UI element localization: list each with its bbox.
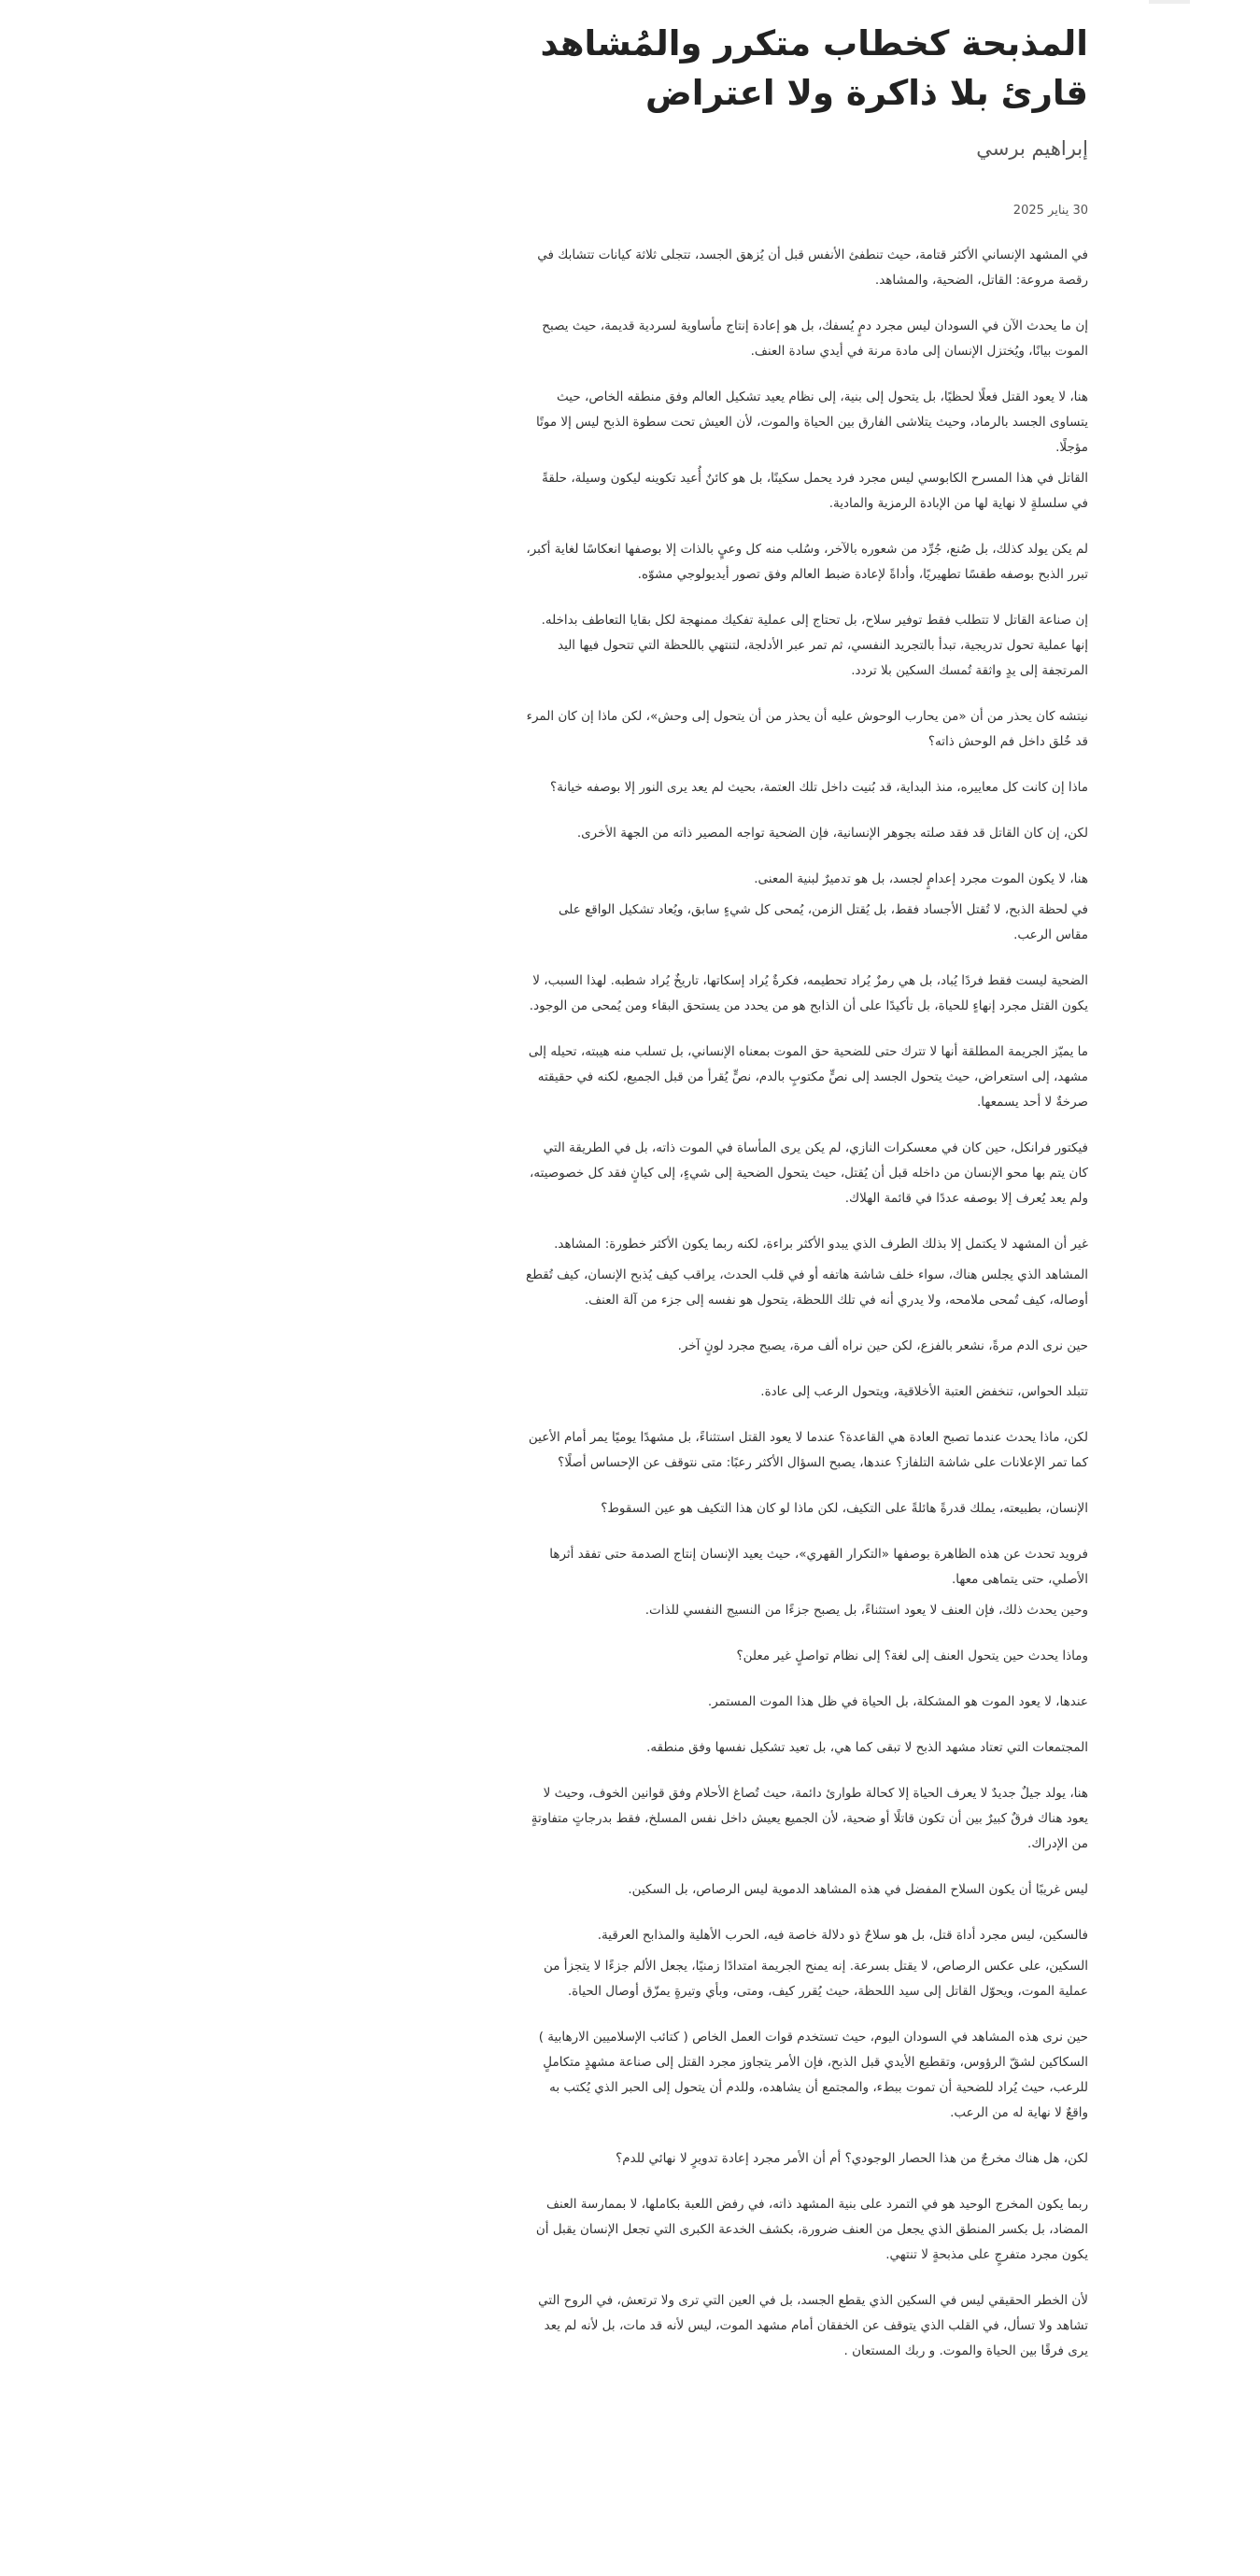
paragraph: حين نرى الدم مرةً، نشعر بالفزع، لكن حين نراه ألف مرة، يصبح مجرد لونٍ آخر. xyxy=(677,1338,1088,1353)
paragraph: هنا، لا يكون الموت مجرد إعدامٍ لجسد، بل هو تدميرٌ لبنية المعنى. xyxy=(754,871,1088,886)
author-name[interactable]: إبراهيم برسي xyxy=(976,137,1088,160)
paragraph: إن ما يحدث الآن في السودان ليس مجرد دمٍ يُسفك، بل هو إعادة إنتاج مأساوية لسردية قديمة، حيث يصبح الموت بيانًا، ويُختزل الإنسان إلى مادة مرنة في أيدي سادة العنف. xyxy=(542,318,1088,359)
paragraph: تتبلد الحواس، تنخفض العتبة الأخلاقية، ويتحول الرعب إلى عادة. xyxy=(760,1384,1088,1399)
paragraph: الإنسان، بطبيعته، يملك قدرةً هائلةً على التكيف، لكن ماذا لو كان هذا التكيف هو عين السقوط؟ xyxy=(601,1501,1088,1516)
paragraph: المشاهد الذي يجلس هناك، سواء خلف شاشة هاتفه أو في قلب الحدث، يراقب كيف يُذبح الإنسان، كيف تُقطع أوصاله، كيف تُمحى ملامحه، ولا يدري أنه في تلك اللحظة، يتحول هو نفسه إلى جزء من آلة العنف. xyxy=(526,1267,1088,1308)
paragraph: فرويد تحدث عن هذه الظاهرة بوصفها «التكرار القهري»، حيث يعيد الإنسان إنتاج الصدمة حتى تفقد أثرها الأصلي، حتى يتماهى معها. xyxy=(549,1547,1088,1587)
paragraph: لأن الخطر الحقيقي ليس في السكين الذي يقطع الجسد، بل في العين التي ترى ولا ترتعش، في الروح التي تشاهد ولا تسأل، في القلب الذي يتوقف عن الخفقان أمام مشهد الموت، ليس لأنه قد مات، بل لأنه لم يعد يرى فرقًا بين الحياة والموت. و ربك المستعان . xyxy=(538,2293,1088,2358)
paragraph: لكن، إن كان القاتل قد فقد صلته بجوهر الإنسانية، فإن الضحية تواجه المصير ذاته من الجهة الأخرى. xyxy=(576,826,1088,841)
article xyxy=(523,19,1088,2385)
paragraph: فالسكين، ليس مجرد أداة قتل، بل هو سلاحٌ ذو دلالة خاصة فيه، الحرب الأهلية والمذابح العرقية. xyxy=(597,1928,1088,1943)
publish-date: 30 يناير 2025 xyxy=(1012,204,1088,218)
article-title: المذبحة كخطاب متكرر والمُشاهد قارئ بلا ذاكرة ولا اعتراض xyxy=(540,23,1088,113)
paragraph: وحين يحدث ذلك، فإن العنف لا يعود استثناءً، بل يصبح جزءًا من النسيج النفسي للذات. xyxy=(644,1603,1088,1618)
paragraph: وماذا يحدث حين يتحول العنف إلى لغة؟ إلى نظام تواصلٍ غير معلن؟ xyxy=(736,1649,1088,1663)
paragraph: في المشهد الإنساني الأكثر قتامة، حيث تنطفئ الأنفس قبل أن يُزهق الجسد، تتجلى ثلاثة كيانات تتشابك في رقصة مروعة: القاتل، الضحية، والمشاهد. xyxy=(537,248,1088,288)
paragraph: في لحظة الذبح، لا تُقتل الأجساد فقط، بل يُقتل الزمن، يُمحى كل شيءٍ سابق، ويُعاد تشكيل الواقع على مقاس الرعب. xyxy=(559,902,1088,942)
paragraph: الضحية ليست فقط فردًا يُباد، بل هي رمزٌ يُراد تحطيمه، فكرةٌ يُراد إسكاتها، تاريخٌ يُراد شطبه. لهذا السبب، لا يكون القتل مجرد إنهاءٍ للحياة، بل تأكيدًا على أن الذابح هو من يحدد من يستحق البقاء ومن يُمحى من الوجود. xyxy=(529,973,1088,1013)
paragraph: لكن، هل هناك مخرجٌ من هذا الحصار الوجودي؟ أم أن الأمر مجرد إعادة تدويرٍ لا نهائي للدم؟ xyxy=(616,2151,1088,2166)
paragraph: إن صناعة القاتل لا تتطلب فقط توفير سلاح، بل تحتاج إلى عملية تفكيك ممنهجة لكل بقايا التعاطف بداخله. إنها عملية تحول تدريجية، تبدأ بالتجريد النفسي، ثم تمر عبر الأدلجة، لتنتهي باللحظة التي تتحول فيها اليد المرتجفة إلى يدٍ واثقة تُمسك السكين بلا تردد. xyxy=(541,613,1088,678)
paragraph: فيكتور فرانكل، حين كان في معسكرات النازي، لم يكن يرى المأساة في الموت ذاته، بل في الطريقة التي كان يتم بها محو الإنسان من داخله قبل أن يُقتل، حيث يتحول الضحية إلى شيءٍ، إلى كيانٍ فقد كل خصوصيته، ولم يعد يُعرف إلا بوصفه عددًا في قائمة الهلاك. xyxy=(530,1140,1088,1206)
paragraph: هنا، لا يعود القتل فعلًا لحظيًا، بل يتحول إلى بنية، إلى نظام يعيد تشكيل العالم وفق منطقه الخاص، حيث يتساوى الجسد بالرماد، وحيث يتلاشى الفارق بين الحياة والموت، لأن العيش تحت سطوة الذبح ليس إلا موتًا مؤجلًا. xyxy=(536,389,1088,455)
article-body xyxy=(523,243,1088,2364)
paragraph: ماذا إن كانت كل معاييره، منذ البداية، قد بُنيت داخل تلك العتمة، بحيث لم يعد يرى النور إلا بوصفه خيانة؟ xyxy=(550,780,1088,795)
paragraph: ربما يكون المخرج الوحيد هو في التمرد على بنية المشهد ذاته، في رفض اللعبة بكاملها، لا بممارسة العنف المضاد، بل بكسر المنطق الذي يجعل من العنف ضرورة، بكشف الخدعة الكبرى التي تجعل الإنسان يقبل أن يكون مجرد متفرجٍ على مذبحةٍ لا تنتهي. xyxy=(535,2197,1088,2262)
paragraph: هنا، يولد جيلٌ جديدٌ لا يعرف الحياة إلا كحالة طوارئ دائمة، حيث تُصاغ الأحلام وفق قوانين الخوف، وحيث لا يعود هناك فرقٌ كبيرٌ بين أن تكون قاتلًا أو ضحية، لأن الجميع يعيش داخل نفس المسلخ، فقط بدرجاتٍ متفاوتةٍ من الإدراك. xyxy=(531,1786,1088,1851)
paragraph: ليس غريبًا أن يكون السلاح المفضل في هذه المشاهد الدموية ليس الرصاص، بل السكين. xyxy=(628,1882,1088,1897)
paragraph: لكن، ماذا يحدث عندما تصبح العادة هي القاعدة؟ عندما لا يعود القتل استثناءً، بل مشهدًا يوميًا يمر أمام الأعين كما تمر الإعلانات على شاشة التلفاز؟ عندها، يصبح السؤال الأكثر رعبًا: متى نتوقف عن الإحساس أصلًا؟ xyxy=(528,1430,1088,1470)
paragraph: القاتل في هذا المسرح الكابوسي ليس مجرد فرد يحمل سكينًا، بل هو كائنٌ أُعيد تكوينه ليكون وسيلة، حلقةً في سلسلةٍ لا نهاية لها من الإبادة الرمزية والمادية. xyxy=(542,471,1088,511)
paragraph: ما يميّز الجريمة المطلقة أنها لا تترك حتى للضحية حق الموت بمعناه الإنساني، بل تسلب منه هيبته، تحيله إلى مشهد، إلى استعراض، حيث يتحول الجسد إلى نصٍّ مكتوبٍ بالدم، نصٍّ يُقرأ من قبل الجميع، لكنه في حقيقته صرخةٌ لا أحد يسمعها. xyxy=(528,1044,1088,1110)
top-tab-indicator xyxy=(1149,0,1190,4)
paragraph: عندها، لا يعود الموت هو المشكلة، بل الحياة في ظل هذا الموت المستمر. xyxy=(707,1694,1088,1709)
paragraph: السكين، على عكس الرصاص، لا يقتل بسرعة. إنه يمنح الجريمة امتدادًا زمنيًا، يجعل الألم جزءًا لا يتجزأ من عملية الموت، ويحوّل القاتل إلى سيد اللحظة، حيث يُقرر كيف، ومتى، وبأي وتيرةٍ يمزّق أوصال الحياة. xyxy=(543,1959,1088,1999)
paragraph: لم يكن يولد كذلك، بل صُنع، جُرِّد من شعوره بالآخر، وسُلب منه كل وعيٍ بالذات إلا بوصفها انعكاسًا لغاية أكبر، تبرر الذبح بوصفه طقسًا تطهيريًا، وأداةً لإعادة ضبط العالم وفق تصور أيديولوجي مشوّه. xyxy=(526,542,1088,582)
paragraph: غير أن المشهد لا يكتمل إلا بذلك الطرف الذي يبدو الأكثر براءة، لكنه ربما يكون الأكثر خطورة: المشاهد. xyxy=(554,1237,1088,1252)
paragraph: حين نرى هذه المشاهد في السودان اليوم، حيث تستخدم قوات العمل الخاص ( كتائب الإسلاميين الارهابية ) السكاكين لشقّ الرؤوس، وتقطيع الأيدي قبل الذبح، فإن الأمر يتجاوز مجرد القتل إلى صناعة مشهدٍ متكاملٍ للرعب، حيث يُراد للضحية أن تموت ببطء، والمجتمع أن يشاهده، وللدم أن يتحول إلى الحبر الذي يُكتب به واقعٌ لا نهاية له من الرعب. xyxy=(538,2030,1088,2120)
paragraph: نيتشه كان يحذر من أن «من يحارب الوحوش عليه أن يحذر من أن يتحول إلى وحش»، لكن ماذا إن كان المرء قد خُلق داخل فم الوحش ذاته؟ xyxy=(526,709,1088,749)
paragraph: المجتمعات التي تعتاد مشهد الذبح لا تبقى كما هي، بل تعيد تشكيل نفسها وفق منطقه. xyxy=(646,1740,1088,1755)
